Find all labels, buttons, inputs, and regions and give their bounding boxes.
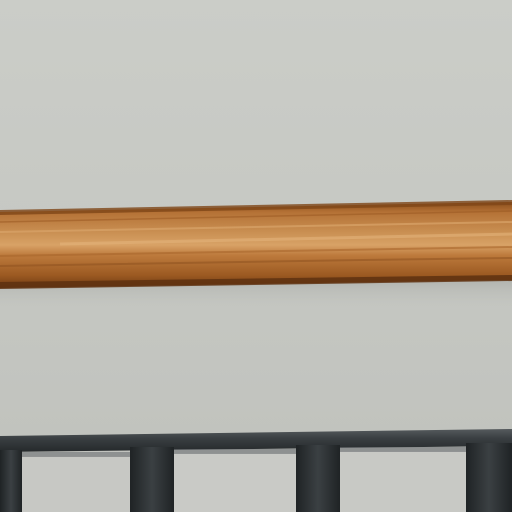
baluster bbox=[466, 443, 512, 512]
railing-panel bbox=[340, 451, 466, 512]
railing-panel bbox=[22, 456, 130, 512]
wooden-handrail bbox=[0, 200, 512, 289]
baluster bbox=[130, 447, 174, 512]
railing-panel bbox=[174, 453, 296, 512]
baluster bbox=[296, 445, 340, 512]
metal-railing bbox=[0, 429, 512, 512]
baluster bbox=[0, 450, 22, 512]
